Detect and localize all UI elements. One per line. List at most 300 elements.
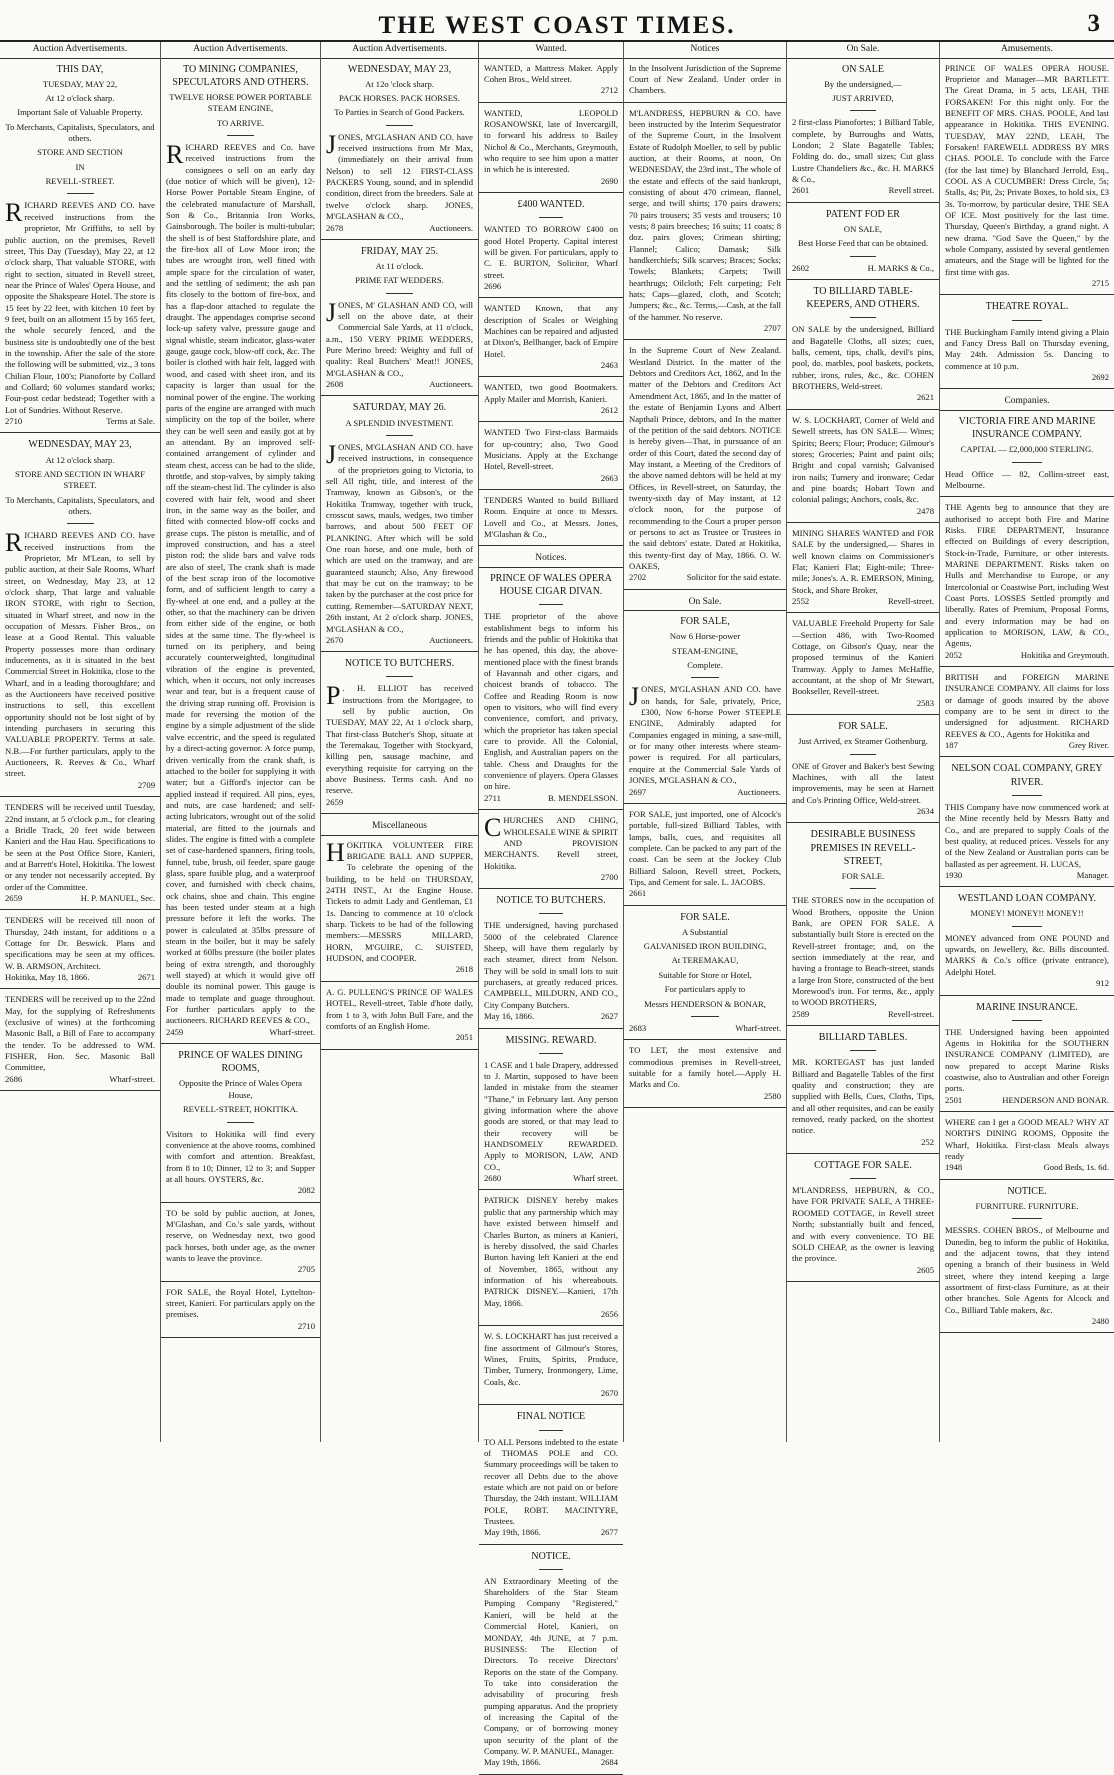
advertisement	[166, 63, 315, 129]
ad-signature: 2051	[455, 1032, 473, 1043]
short-rule	[850, 256, 876, 257]
ad-text: Head Office — 82, Collins-street east, Melbourne.	[945, 468, 1109, 490]
ad-number: 1930	[945, 869, 963, 880]
short-rule	[386, 435, 412, 436]
ad-signature: Revell-street.	[887, 595, 934, 606]
ad-signature: 2082	[297, 1185, 315, 1196]
divider-rule	[940, 756, 1114, 757]
ad-footer	[792, 263, 934, 274]
advertisement	[326, 297, 473, 391]
ad-body	[484, 1437, 618, 1528]
divider-rule	[787, 409, 939, 410]
short-rule	[850, 754, 876, 755]
short-rule	[67, 193, 94, 194]
ad-body	[629, 809, 781, 888]
ad-signature: 2707	[763, 323, 781, 334]
ad-body	[629, 1045, 781, 1090]
ad-signature: H. P. MANUEL, Sec.	[80, 892, 155, 903]
ad-text: ONES, M'GLASHAN AND CO. have received instructions from Mr Max, (immediately on their arrival from Nelson) to sell 12 FIRST-CLASS PACKERS Young, sound, and in splendid condition, direct from the breeders. Sale at twelve o'clock sharp. JONES, M'GLASHAN & CO.,	[326, 131, 473, 222]
ad-line: STORE AND SECTION IN WHARF STREET.	[14, 468, 146, 491]
ad-body	[945, 1117, 1109, 1162]
ad-footer	[484, 1527, 618, 1538]
short-rule	[539, 604, 563, 605]
column-6	[786, 42, 939, 1442]
ad-signature: Auctioneers.	[737, 786, 781, 797]
advertisement	[945, 300, 1109, 313]
newspaper-title: THE WEST COAST TIMES.	[378, 12, 736, 39]
ad-body	[326, 129, 473, 223]
divider-rule	[479, 192, 623, 193]
ad-signature: 2583	[916, 697, 934, 708]
advertisement	[5, 994, 155, 1085]
column-4	[478, 42, 623, 1768]
ad-text: MESSRS. COHEN BROS., of Melbourne and Dunedin, beg to inform the public of Hokitika, and the adjacent towns, that they intend opening a branch of their business in Weld street, where they intend keeping a large assortment of first-class Furniture, as at their other branches. Sole Agents for Alcock and Co., Billiard Table makers, &c.	[945, 1225, 1109, 1315]
advertisement	[484, 894, 618, 907]
ad-text: ICHARD REEVES AND CO. have received instructions from the proprietor, Mr Griffiths, to sell by public auction, on the premises, Revell street, This Day (Tuesday), May 22, at 12 o'clock sharp, That valuable STORE, with right to section, situated in Revell street, near the Prince of Wales' Opera House, and opposite the Shakspeare Hotel. The store is 15 feet by 22 feet, with kitchen 10 feet by 9 feet, built on an allotment 15 by 165 feet, the whole securely fenced, and the business site is undoubtedly one of the best in the township. After the sale of the store the following will be submitted, viz., 3 tons Chilian Flour, 100's; Pianoforte by Collard and Collard; 60 volumes standard works; Four-post cedar bedstead; Together with a Lot of Sundries. Without Reserve.	[5, 200, 155, 415]
ad-body	[792, 324, 934, 392]
ad-signature: Wharf-street.	[735, 1022, 781, 1033]
short-rule	[1012, 1218, 1042, 1219]
ad-footer	[792, 806, 934, 817]
advertisement	[629, 1023, 781, 1034]
ad-text: ONES, M' GLASHAN AND CO, will sell on the above date, at their Commercial Sale Yards, at 11 o'clock, a.m., 150 VERY PRIME WEDDERS, Pure Merino breed: Weighty and full of quality: Real Butchers' Meat!! JONES, M'GLASHAN & CO.,	[326, 299, 473, 378]
section-heading: Miscellaneous	[321, 819, 478, 836]
ad-text: FOR SALE, the Royal Hotel, Lyttelton-street, Kanieri. For particulars apply on the premises.	[166, 1286, 315, 1320]
ad-footer	[5, 972, 155, 983]
advertisement	[484, 303, 618, 371]
ad-body	[484, 427, 618, 472]
advertisement	[945, 802, 1109, 881]
advertisement	[792, 1031, 934, 1044]
ad-text: M'LANDRESS, HEPBURN, & CO., have FOR PRIVATE SALE, A THREE-ROOMED COTTAGE, in Revell street North; substantially built and fenced, and with every convenience. TO BE SOLD CHEAP, as the owner is leaving the province.	[792, 1185, 934, 1264]
advertisement	[326, 401, 473, 429]
divider-rule	[787, 1025, 939, 1026]
advertisement	[629, 345, 781, 583]
ad-number: 2661	[629, 888, 647, 899]
advertisement	[484, 1060, 618, 1185]
ad-body	[484, 224, 618, 281]
divider-rule	[787, 714, 939, 715]
ad-signature: Wharf-street.	[109, 1073, 155, 1084]
ad-line: A Substantial	[681, 926, 729, 937]
ad-line: CAPITAL — £2,000,000 STERLING.	[960, 444, 1094, 455]
ad-line: WEDNESDAY, MAY 23,	[28, 439, 132, 451]
ad-signature: Auctioneers.	[429, 379, 473, 390]
drop-capital: P	[326, 681, 341, 711]
advertisement	[166, 1129, 315, 1197]
divider-rule	[624, 1039, 786, 1040]
ad-text: A. G. PULLENG'S PRINCE OF WALES HOTEL, Revell-street, Table d'hote daily, from 1 to 3, with John Bull Fare, and the comforts of an English Home.	[326, 986, 473, 1031]
column-heading: On Sale.	[787, 42, 939, 59]
page-number: 3	[1087, 10, 1100, 37]
ad-number: 2697	[629, 786, 647, 797]
ad-line: WEDNESDAY, MAY 23,	[347, 63, 452, 75]
short-rule	[1012, 926, 1042, 927]
ad-signature: 2663	[600, 472, 618, 483]
drop-capital: J	[326, 297, 337, 327]
advertisement	[792, 1159, 934, 1172]
ad-line: ON SALE	[842, 63, 884, 75]
ad-line: By the undersigned,—	[824, 78, 902, 89]
ad-body	[166, 139, 315, 1027]
ad-line: NOTICE.	[531, 1550, 571, 1562]
divider-rule	[940, 886, 1114, 887]
ad-body	[5, 802, 155, 893]
ad-text: TENDERS will be received until Tuesday, 22nd instant, at 5 o'clock p.m., for clearing a Bridle Track, 20 feet wide between Kanieri and the Hau Hau. Specifications to be seen at the Post Office Store, Kanieri, and at Barrett's Hotel, Hokitika. The lowest or any tender not necessarily accepted. By order of the Committee.	[5, 802, 155, 892]
short-rule	[1012, 795, 1042, 796]
drop-capital: C	[484, 813, 502, 843]
ad-signature: Auctioneers.	[429, 634, 473, 645]
short-rule	[539, 1569, 563, 1570]
divider-rule	[321, 395, 478, 396]
ad-number: 2710	[5, 416, 23, 426]
ad-number: May 16, 1866.	[484, 1011, 535, 1022]
ad-body	[945, 672, 1109, 740]
divider-rule	[479, 1325, 623, 1326]
column-7	[939, 42, 1114, 1442]
ad-body	[484, 1331, 618, 1388]
ad-footer	[945, 1316, 1109, 1327]
divider-rule	[940, 388, 1114, 389]
advertisement	[5, 802, 155, 904]
ad-text: ICHARD REEVES and Co. have received instructions from the consignees o sell on an early day (due notice of which will be given), 12-Horse Power Portable Steam Engine, of the celebrated manufacture of Marshall, Son & Co., Britannia Iron Works, Gainsborough. The boiler is multi-tubular; the shell is of best Staffordshire plate, and the fire-box all of Low Moor iron; the tubes are wrought iron, well fitted with ample space for the circulation of water, and the settling of sediment; the ash pan fits closely to the bottom of fire-box, and has a flap-door attached to regulate the draught. The appendages comprise second lock-up safety valve, pressure gauge and signal whistle, steam indicator, glass-water gauge, gauge cock, blow-off cock, &c. The boiler is clothed with hair felt, lagged with wood, and cased with sheet iron, and its capacity is larger than usual for the nominal power of the engine. The working parts of the engine are arranged with much simplicity on the top of the boiler, where they can be well seen and easily got at by an attendant. By an improved self-contained arrangement of cylinder and steam chest, access can be had to the slide, throttle, and stop-valves, by simply taking off the steam-chest lid. The cylinder is also covered with hair felt, wood and sheet iron, in the same way as the boiler, and fitted with connected blow-off cocks and grease cups. The piston is metallic, and of improved construction, and has a steel piston rod; the slide bars and valve rods are also of steel, The crank shaft is made of the best scrap iron of the locomotive form, and of sufficient length to carry a fly-wheel at one end, and a pulley at the other, so that the machinery can be driven from either side of the engine, or both sides at the same time. The fly-wheel is turned on its periphery, and being accurately counterweighted, longitudinal vibration of the engine is prevented, which, when it occurs, not only increases wear and tear, but is a frequent cause of the driving strap running off. Provision is made for reversing the motion of the engine by a simple adjustment of the slide valve eccentric, and the speed is regulated by a direct-acting governor. A force pump, driven vertically from the crank shaft, is attached to the boiler for supplying it with water; but a Gifford's injector can be applied instead if required. All pins, eyes, and nuts, are case hardened; and self-acting lubricators, wrought out of the solid material, are fitted to the journals and slides. The engine is fitted with a complete set of case-hardened spanners, firing tools, funnel, tube, brush, oil feeder, spare gauge glass, spare fusible plug, and a waterproof cover, and furnished with check chains, ock chains, shoe and chain. This engine has been tested under steam at a high pressure before it left the works. The power is calculated at 35lbs pressure of steam in the boiler, but it may be safely worked at 60lbs pressure (the boiler plates being of extra strength, and thoroughly well stayed) at which it would give off double its nominal power. This gauge is made to template and guage throughout. For further particulars apply to the auctioneers. RICHARD REEVES & CO.,	[166, 141, 315, 1026]
ad-number: 2683	[629, 1022, 647, 1033]
ad-body	[629, 684, 781, 786]
ad-footer	[484, 793, 618, 804]
divider-rule	[940, 1111, 1114, 1112]
ad-signature: Revell-street.	[887, 1008, 934, 1019]
advertisement	[945, 672, 1109, 751]
ad-line: A SPLENDID INVESTMENT.	[345, 417, 454, 428]
advertisement	[792, 285, 934, 311]
advertisement	[484, 1410, 618, 1423]
ad-text: ICHARD REEVES AND CO. have received instructions from the Proprietor, Mr M'Lean, to sell by public auction, at their Sale Rooms, Wharf street, on Wednesday, May 23, at 12 o'clock sharp, That large and valuable IRON STORE, with right to Section, situated in Wharf street, and now in the occupation of Messrs. Fisher Bros., on lease at a Good Rental. This valuable Property possesses more than ordinary inducements, as it is situated in the best Commercial Street in Hokitika, close to the Wharf, and in a leading thoroughfare; and as the Auctioneers have received positive instructions to sell, this excellent opportunity should not be lost sight of by intending purchasers in securing this VALUABLE PROPERTY. Terms at sale. N.B.—For further particulars, apply to the Auctioneers, R. Reeves & Co., Wharf street.	[5, 530, 155, 779]
short-rule	[691, 677, 718, 678]
advertisement	[629, 63, 781, 97]
drop-capital: J	[629, 682, 640, 712]
ad-text: TO ALL Persons indebted to the estate of THOMAS POLE and CO. Summary proceedings will be taken to recover all Debts due to the above estate which are not paid on or before Thursday, the 24th instant. WILLIAM POLE, ROBT. MACINTYRE, Trustees.	[484, 1436, 618, 1526]
ad-signature: HENDERSON AND BONAR.	[1002, 1094, 1109, 1105]
advertisement	[5, 438, 155, 517]
ad-number: May 19th, 1866.	[484, 1757, 541, 1768]
ad-footer	[945, 650, 1109, 661]
advertisement	[629, 615, 781, 671]
divider-rule	[321, 813, 478, 814]
ad-line: PACK HORSES. PACK HORSES.	[339, 93, 460, 104]
advertisement	[326, 245, 473, 287]
divider-rule	[161, 1337, 320, 1338]
ad-signature: 2634	[916, 805, 934, 816]
advertisement	[792, 263, 934, 274]
ad-text: 1 CASE and 1 bale Drapery, addressed to J. Martin, supposed to have been landed in mistake from the steamer "Thane," in February last. Any person giving information where the above goods are stored, or that may lead to their recovery will be HANDSOMELY REWARDED. Apply to MORISON, LAW, AND CO.,	[484, 1059, 618, 1172]
ad-text: . H. ELLIOT has received instructions from the Mortgagee, to sell by public auction, On TUESDAY, MAY 22, At 1 o'clock sharp, That first-class Butcher's Shop, situate at the Teremakau, Together with Stockyard, killing pen, sausage machine, and everything requisite for carrying on the above Business. Terms cash. And no reserve.	[326, 683, 473, 796]
advertisement	[484, 1550, 618, 1563]
advertisement	[792, 1185, 934, 1276]
ad-line: Opposite the Prince of Wales Opera House,	[178, 1078, 302, 1100]
ad-text: PRINCE OF WALES OPERA HOUSE. Proprietor and Manager—MR BARTLETT. The Great Drama, in 5 acts, LEAH, THE FORSAKEN! For this night only. For the BENEFIT OF MRS. CHAS. POOLE, And last appearance in Hokitika. THIS EVENING. TUESDAY, MAY 22ND, LEAH, The Forsaken! FAREWELL ADDRESS BY MRS CHAS. POOLE. To conclude with the Farce (for the last time) by Blanchard Jerrold, Esq., COOL AS A CUCUMBER! Dress Circle, 5s; Stalls, 4s; Pit, 2s; Private Boxes, to hold six, £3 3s. To-morrow, by particular desire, THE SEA OF ICE. Most positively for the last time. Thursday, Queen's Birthday, a grand night. A new drama. "God Save the Queen," by the whole Company, assisted by several gentlemen amateurs, and the Stage will be lighted for the first time with gas.	[945, 62, 1109, 277]
short-rule	[67, 523, 94, 524]
ad-text: THE Undersigned having been appointed Agents in Hokitika for the SOUTHERN INSURANCE COMPANY (LIMITED), are now prepared to accept Marine Risks coastwise, also to Australian and other Foreign ports.	[945, 1026, 1109, 1094]
ad-number: 2686	[5, 1073, 23, 1084]
ad-signature: 2705	[297, 1264, 315, 1275]
ad-footer	[484, 85, 618, 96]
ad-body	[945, 327, 1109, 372]
ad-body	[484, 1576, 618, 1758]
ad-line: FOR SALE.	[838, 721, 888, 733]
advertisement	[484, 382, 618, 416]
drop-capital: H	[326, 837, 345, 867]
ad-text: In the Supreme Court of New Zealand. Westland District. In the matter of the Debtors and Creditors Act, 1862, and In the matter of the Debtors and Creditors Act Amendment Act, 1865, and In the matter of the estate of Benjamin Lyons and Albert Napthali Prince, debtors, and In the matter of the petition of the said debtors. NOTICE is hereby given—That, in pursuance of an order of this Court, dated the second day of May instant, a Meeting of the Creditors of the above named debtors will be held at my Offices, in Revell-street, on Saturday, the twenty-sixth day of May instant, at 12 o'clock noon, for the purpose of recommending to the Court a proper person or persons to act as Trustee or Trustees in the said debtors' estate. Dated at Hokitika, this twenty-first day of May, 1866. O. W. OAKES,	[629, 345, 781, 571]
divider-rule	[479, 297, 623, 298]
ad-footer	[629, 323, 781, 334]
advertisement	[484, 1034, 618, 1047]
advertisement	[484, 611, 618, 804]
ad-footer	[792, 506, 934, 517]
ad-footer	[629, 1091, 781, 1102]
ad-body	[792, 1057, 934, 1136]
short-rule	[1012, 320, 1042, 321]
ad-footer	[166, 1185, 315, 1196]
advertisement	[945, 502, 1109, 661]
divider-rule	[0, 1090, 160, 1091]
advertisement	[629, 911, 781, 1010]
ad-footer	[166, 1027, 315, 1038]
advertisement	[945, 933, 1109, 990]
advertisement	[326, 987, 473, 1044]
ad-line: Complete.	[687, 660, 723, 671]
drop-capital: R	[5, 198, 23, 228]
column-1	[0, 42, 160, 1442]
ad-line: Important Sale of Valuable Property.	[17, 107, 143, 118]
ad-line: To Merchants, Capitalists, Speculators, and others.	[5, 121, 155, 144]
ad-body	[326, 442, 473, 635]
ad-footer	[326, 223, 473, 234]
column-2	[160, 42, 320, 1442]
ad-footer	[326, 379, 473, 390]
advertisement	[484, 1195, 618, 1320]
short-rule	[850, 1050, 876, 1051]
ad-footer	[945, 1095, 1109, 1106]
ad-footer	[484, 405, 618, 416]
ad-text: THIS Company have now commenced work at the Mine recently held by Messrs Batty and Co., and are prepared to supply Coals of the best quality, at reduced prices. Vessels for any of the New Zealand or Australian ports can be ballasted as per agreement. H. LUCAS,	[945, 801, 1109, 869]
short-rule	[386, 125, 412, 126]
ad-line: IN	[75, 161, 85, 172]
divider-rule	[787, 279, 939, 280]
ad-text: WANTED TO BORROW £400 on good Hotel Property. Capital interest will be given. For particulars, apply to C. E. BURTON, Solicitor, Wharf street.	[484, 224, 618, 280]
ad-line: THEATRE ROYAL.	[985, 301, 1069, 313]
ad-text: OKITIKA VOLUNTEER FIRE BRIGADE BALL AND SUPPER, To celebrate the opening of the building, to be held on THURSDAY, 24TH INST., At the Engine House. Tickets to admit Lady and Gentleman, £1 1s. Dancing to commence at 10 o'clock sharp. Tickets to be had of the following members:—MESSRS MILLARD, HORN, M'GUIRE, C. SUISTED, HUDSON, and COOPER.	[326, 839, 473, 964]
ad-text: WANTED Known, that any description of Scales or Weighing Machines can be repaired and adjusted at Dixon's, Bellhanger, back of Empire Hotel.	[484, 303, 618, 359]
short-rule	[539, 1430, 563, 1431]
divider-rule	[161, 1281, 320, 1282]
divider-rule	[787, 1281, 939, 1282]
advertisement	[166, 139, 315, 1038]
column-heading: Auction Advertisements.	[161, 42, 320, 59]
ad-number: 2659	[5, 892, 23, 903]
ad-body	[792, 415, 934, 506]
ad-number: May 19th, 1866.	[484, 1527, 541, 1538]
ad-number: 2589	[792, 1008, 810, 1019]
ad-footer	[792, 185, 934, 196]
divider-rule	[624, 803, 786, 804]
divider-rule	[624, 339, 786, 340]
ad-signature: 2480	[1091, 1316, 1109, 1327]
ad-line: To Parties in Search of Good Packers.	[334, 107, 465, 118]
ad-signature: 2656	[600, 1308, 618, 1319]
advertisement	[326, 683, 473, 808]
advertisement	[945, 1117, 1109, 1174]
ad-text: ONES, M'GLASHAN AND CO. have received instructions, in consequence of the proprietors going to Victoria, to sell All right, title, and interest of the Tramway, known as Gibson's, or the Hokitika Tramway, together with truck, crosscut saws, mauls, wedges, two timber barrows, and about 500 FEET OF PLANKING. After which will be sold One roan horse, and one mule, both of which are used on the tramway, and are guaranteed staunch; Also, Any firewood that may be cut on the tramway; to be taken by the purchaser at the cost price for cutting. Remember—SATURDAY NEXT, 26th instant, At 2 o'clock sharp. JONES, M'GLASHAN & CO.,	[326, 442, 473, 634]
column-heading: Amusements.	[940, 42, 1114, 59]
ad-signature: 2715	[1091, 278, 1109, 289]
short-rule	[386, 676, 412, 677]
ad-footer	[792, 1137, 934, 1148]
ad-body	[166, 1287, 315, 1321]
advertisement	[945, 1001, 1109, 1014]
divider-rule	[624, 905, 786, 906]
divider-rule	[787, 522, 939, 523]
ad-footer	[484, 1309, 618, 1320]
ad-signature: Hokitika and Greymouth.	[1020, 649, 1109, 660]
advertisement	[166, 1208, 315, 1276]
advertisement	[792, 117, 934, 196]
ad-line: REVELL-STREET.	[45, 176, 115, 187]
advertisement	[166, 1287, 315, 1332]
divider-rule	[479, 1544, 623, 1545]
advertisement	[484, 815, 618, 883]
ad-line: Best Horse Feed that can be obtained.	[797, 238, 929, 249]
ad-text: TO be sold by public auction, at Jones, M'Glashan, and Co.'s sale yards, without reserve, on Wednesday next, two good pack horses, both under age, as the owner wants to leave the province.	[166, 1207, 315, 1263]
advertisement	[945, 63, 1109, 290]
drop-capital: J	[326, 440, 337, 469]
ad-line: ON SALE,	[843, 224, 883, 234]
ad-text: 2 first-class Pianofortes; 1 Billiard Table, complete, by Burroughs and Watts, London; 2 Slate Bagatelle Tables; Folding do. do., small sizes; Cut glass Lustre Chandeliers &c., &c. H. MARKS & Co.,	[792, 117, 934, 185]
short-rule	[539, 1053, 563, 1054]
ad-text: THE undersigned, having purchased 5000 of the celebrated Clarence Sheep, will have them regularly by each steamer, direct from Nelson. They will be sold in small lots to suit purchasers, at greatly reduced prices. CAMPBELL, MILDURN, AND CO., City Company Butchers.	[484, 920, 618, 1010]
ad-line: JUST ARRIVED,	[832, 93, 894, 104]
ad-line: STORE AND SECTION	[37, 147, 123, 158]
short-rule	[227, 135, 254, 136]
ad-footer	[484, 176, 618, 187]
divider-rule	[787, 612, 939, 613]
advertisement	[945, 1225, 1109, 1327]
section-heading: On Sale.	[624, 595, 786, 612]
divider-rule	[940, 294, 1114, 295]
ad-line: FURNITURE. FURNITURE.	[975, 1201, 1079, 1211]
ad-footer	[792, 1009, 934, 1020]
advertisement	[629, 684, 781, 797]
ad-number: 2702	[629, 572, 647, 583]
ad-footer	[166, 1264, 315, 1275]
advertisement	[326, 442, 473, 646]
advertisement	[484, 108, 618, 187]
column-3	[320, 42, 478, 1442]
ad-signature: 2710	[297, 1320, 315, 1331]
ad-footer	[629, 1023, 781, 1034]
advertisement	[792, 528, 934, 607]
ad-footer	[792, 698, 934, 709]
advertisement	[5, 200, 155, 427]
ad-text: MINING SHARES WANTED and FOR SALE by the undersigned,— Shares in well known claims on Commissioner's Flat; Kanieri Flat; Eight-mile; Three-mile; Jones's. A. R. EMERSON, Mining, Stock, and Share Broker,	[792, 527, 934, 595]
ad-line: NOTICE TO BUTCHERS.	[344, 658, 455, 670]
divider-rule	[321, 981, 478, 982]
ad-footer	[484, 360, 618, 371]
ad-signature: Grey River.	[1068, 740, 1109, 751]
ad-text: MONEY advanced from ONE POUND and upwards, on Jewellery, &c. Bills discounted. MARKS & Co.'s office (private entrance), Adelphi Hotel.	[945, 932, 1109, 977]
ad-line: Suitable for Store or Hotel,	[658, 969, 752, 980]
ad-signature: 2618	[455, 964, 473, 975]
short-rule	[386, 293, 412, 294]
divider-rule	[0, 988, 160, 989]
advertisement	[484, 920, 618, 1022]
divider-rule	[321, 651, 478, 652]
ad-signature: Solicitor for the said estate.	[686, 572, 781, 583]
advertisement	[792, 1057, 934, 1148]
ad-body	[792, 1185, 934, 1264]
ad-line: £400 WANTED.	[517, 198, 585, 210]
advertisement	[792, 208, 934, 250]
divider-rule	[787, 822, 939, 823]
short-rule	[850, 110, 876, 111]
ad-line: MARINE INSURANCE.	[976, 1001, 1078, 1013]
ad-text: WANTED, a Mattress Maker. Apply Cohen Bros., Weld street.	[484, 62, 618, 84]
ad-signature: 2677	[600, 1527, 618, 1538]
short-rule	[850, 1178, 876, 1179]
advertisement	[945, 415, 1109, 456]
ad-body	[629, 345, 781, 572]
divider-rule	[479, 1028, 623, 1029]
ad-body	[484, 303, 618, 360]
ad-footer	[326, 635, 473, 646]
ad-number: 1948	[945, 1162, 963, 1173]
ad-number: 2552	[792, 595, 810, 606]
ad-line: COTTAGE FOR SALE.	[814, 1159, 912, 1171]
advertisement	[945, 469, 1109, 492]
short-rule	[539, 913, 563, 914]
ad-signature: 2627	[600, 1011, 618, 1022]
ad-body	[792, 528, 934, 596]
ad-text: M'LANDRESS, HEPBURN & CO. have been instructed by the Interim Sequestrator of the Supreme Court, in the Insolvent Estate of Rudolph Moeller, to sell by public auction, at their Rooms, at noon, On WEDNESDAY, the 23rd inst., The whole of the estate and effects of the said bankrupt, consisting of about 470 crimean, flannel, serge, and twill shirts; 170 pairs drawers; 70 pairs trousers; 35 vests and trousers; 10 vests; 8 pairs breeches; 16 suits; 11 coats; 8 doz. pairs gloves; Crimean shirting; Flannel; Calico; Damask; Silk handkerchiefs; Silk scarves; Braces; Socks; Towels; Blankets; Carpets; Twill hearthrugs; Oilcloth; Felt carpeting; Felt hats; Caps—glazed, cloth, and Scotch; Jumpers; &c., &c. Terms,—Cash, at the fall of the hammer. No reserve.	[629, 107, 781, 322]
ad-signature: Wharf street.	[573, 1173, 618, 1184]
ad-signature: 2621	[916, 392, 934, 403]
ad-body	[792, 618, 934, 697]
ad-signature: Manager.	[1076, 869, 1109, 880]
divider-rule	[479, 888, 623, 889]
ad-footer	[629, 572, 781, 583]
ad-number: 2659	[326, 796, 344, 807]
ad-signature: 2712	[600, 85, 618, 96]
ad-body	[945, 1027, 1109, 1095]
ad-text: TENDERS will be received up to the 22nd May, for the supplying of Refreshments (exclusive of wines) at the forthcoming Masonic Ball, a Bill of Fare to accompany the tender. To be addressed to WM. FISHER, Hon. Sec. Masonic Ball Committee,	[5, 994, 155, 1073]
ad-number: 2501	[945, 1094, 963, 1105]
ad-footer	[945, 978, 1109, 989]
ad-body	[326, 987, 473, 1032]
ad-body	[5, 994, 155, 1073]
ad-body	[945, 469, 1109, 492]
ad-signature: 2612	[600, 404, 618, 415]
ad-line: Messrs HENDERSON & BONAR,	[644, 998, 766, 1009]
ad-signature: 2670	[600, 1387, 618, 1398]
advertisement	[5, 915, 155, 983]
ad-line: To Merchants, Capitalists, Speculators, and others.	[5, 494, 155, 516]
advertisement	[326, 657, 473, 670]
ad-signature: 2709	[137, 779, 155, 790]
divider-rule	[479, 1774, 623, 1775]
ad-line: THIS DAY,	[56, 63, 104, 75]
advertisement	[326, 129, 473, 234]
ad-line: PRINCE OF WALES DINING ROOMS,	[178, 1050, 303, 1075]
ad-footer	[945, 372, 1109, 383]
